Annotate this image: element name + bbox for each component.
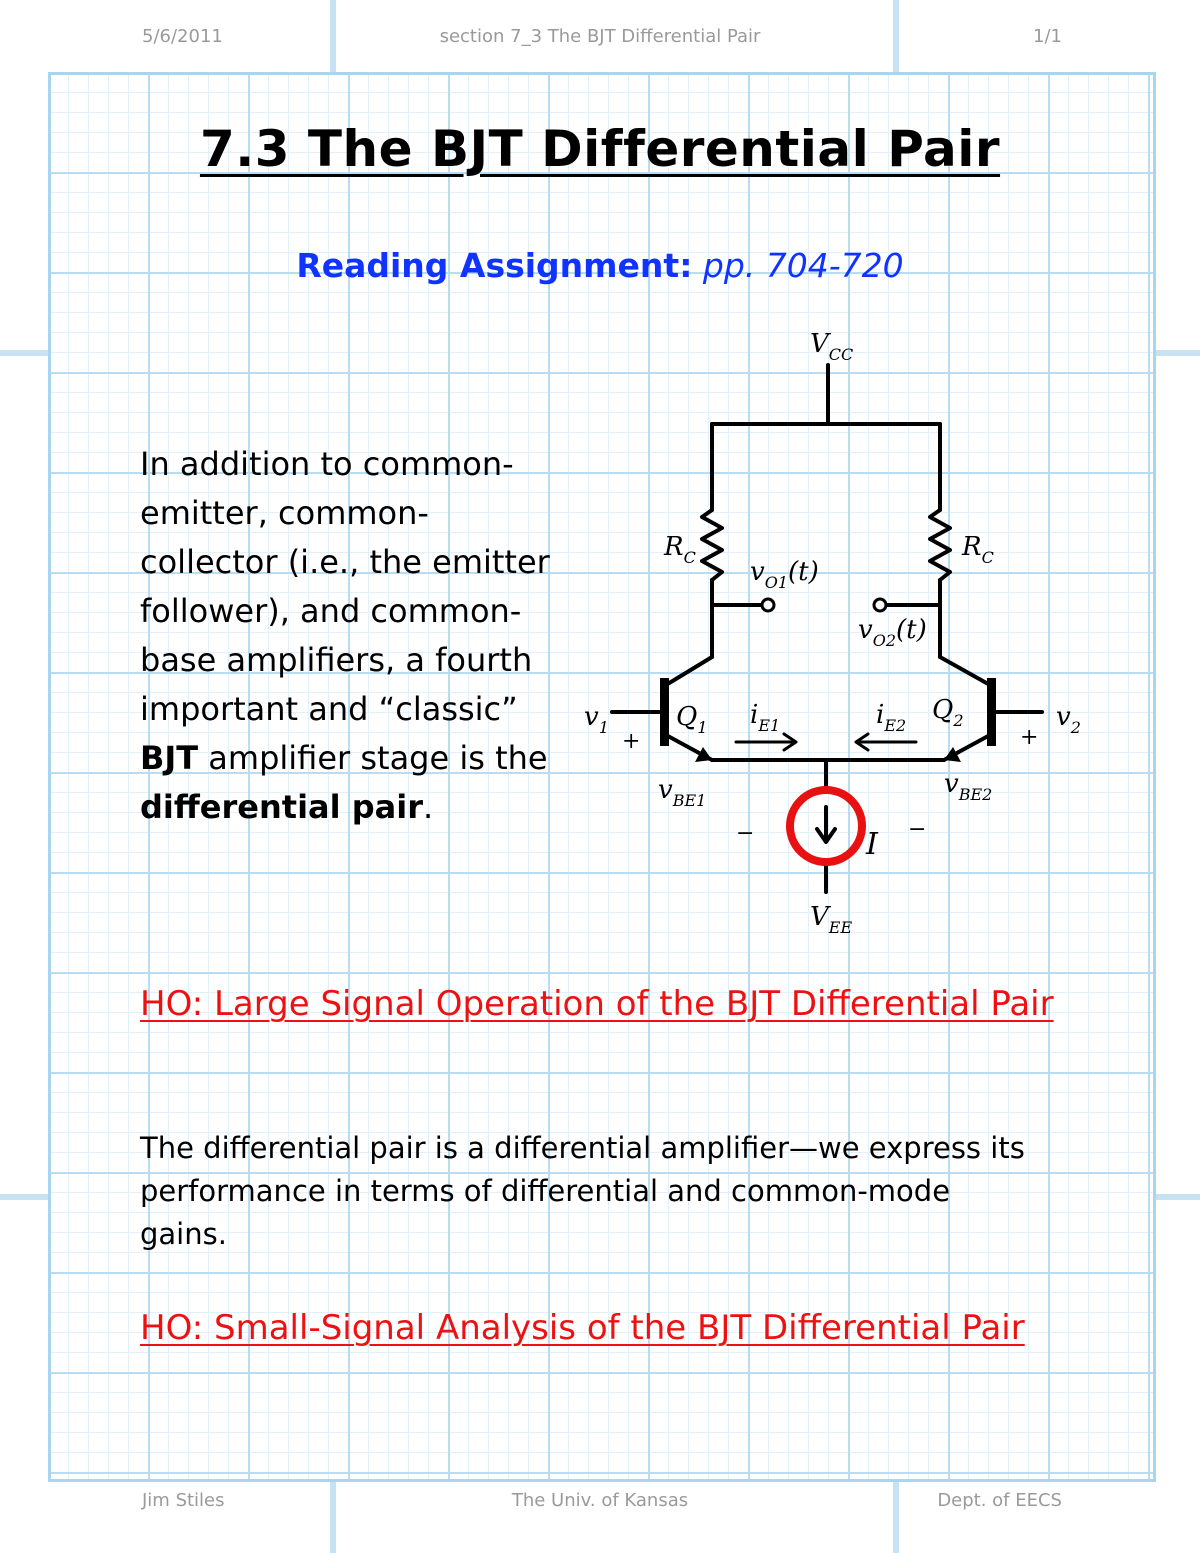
vee-label: $V_{EE}$ xyxy=(810,902,853,937)
page-footer xyxy=(0,1490,1200,1530)
header-doc-title: section 7_3 The BJT Differential Pair xyxy=(439,26,761,47)
differential-pair-term: differential pair xyxy=(140,788,423,826)
vbe1-label: $v_{BE1}$ xyxy=(658,775,707,810)
ie2-label: $i_{E2}$ xyxy=(876,700,907,735)
v1-label: $v_1$ xyxy=(584,702,609,737)
footer-author: Jim Stiles xyxy=(142,1490,225,1511)
v2-label: $v_2$ xyxy=(1056,702,1081,737)
handout-link-small-signal[interactable]: HO: Small-Signal Analysis of the BJT Differential Pair xyxy=(140,1308,1025,1348)
differential-pair-circuit xyxy=(570,320,1110,940)
vbe2-minus-sign: − xyxy=(908,817,927,842)
footer-department: Dept. of EECS xyxy=(937,1490,1062,1511)
footer-university: The Univ. of Kansas xyxy=(511,1490,689,1511)
q2-label: $Q_2$ xyxy=(932,695,964,730)
page-title: 7.3 The BJT Differential Pair xyxy=(199,120,1001,178)
vcc-label: $V_{CC}$ xyxy=(810,329,854,364)
current-source-label: I xyxy=(866,827,878,862)
bjt-term: BJT xyxy=(140,739,199,777)
handout-link-large-signal[interactable]: HO: Large Signal Operation of the BJT Differential Pair xyxy=(140,984,1054,1024)
ie1-label: $i_{E1}$ xyxy=(750,700,781,735)
page-header xyxy=(0,26,1200,66)
v1-plus-sign: + xyxy=(622,729,641,754)
vbe2-label: $v_{BE2}$ xyxy=(944,769,993,804)
header-date: 5/6/2011 xyxy=(142,26,223,47)
reading-assignment xyxy=(0,246,1200,285)
vo1-label: $v_{O1}(t)$ xyxy=(750,557,819,592)
vbe1-minus-sign: − xyxy=(736,821,755,846)
q1-label: $Q_1$ xyxy=(676,702,708,737)
rc-right-label: $R_C$ xyxy=(962,532,994,567)
header-page-number: 1/1 xyxy=(1033,26,1062,47)
v2-plus-sign: + xyxy=(1020,725,1039,750)
reading-label: Reading Assignment: xyxy=(296,246,693,285)
vo2-label: $v_{O2}(t)$ xyxy=(858,615,927,650)
reading-pages: pp. 704-720 xyxy=(702,246,904,285)
rc-left-label: $R_C$ xyxy=(664,532,696,567)
differential-amp-paragraph: The differential pair is a differential amplifier—we express its performance in terms of differential and common-mode gains. xyxy=(140,1131,1025,1251)
intro-paragraph: In addition to common-emitter, common-collector (i.e., the emitter follower), and common-base amplifiers, a fourth important and “classic” BJT amplifier stage is the differential pair. xyxy=(140,445,550,826)
